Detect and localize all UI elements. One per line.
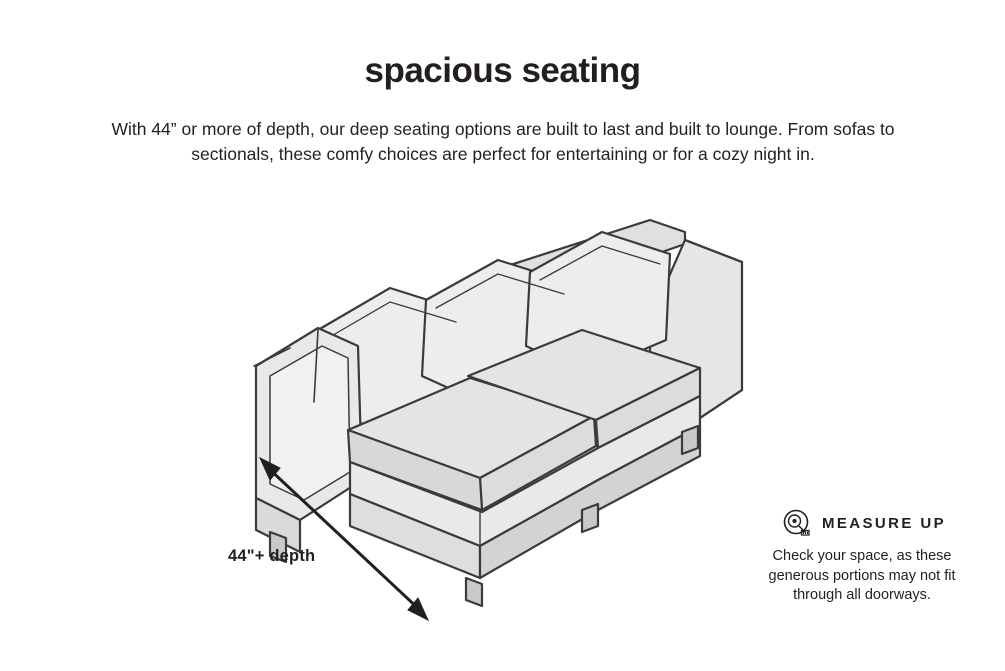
measure-up-note: Check your space, as these generous portions may not fit through all doorways. <box>768 548 956 604</box>
depth-dimension-label: 44"+ depth <box>228 547 316 565</box>
measure-up-title: MEASURE UP <box>822 514 947 532</box>
page-description: With 44” or more of depth, our deep seating options are built to last and built to lounge. From sofas to sectionals, these comfy choices are perfect for entertaining or for a cozy night in. <box>111 119 895 165</box>
measure-up-header <box>742 508 982 538</box>
page-title: spacious seating <box>364 51 641 90</box>
tape-measure-icon <box>782 508 812 538</box>
measure-up-callout <box>742 508 982 606</box>
